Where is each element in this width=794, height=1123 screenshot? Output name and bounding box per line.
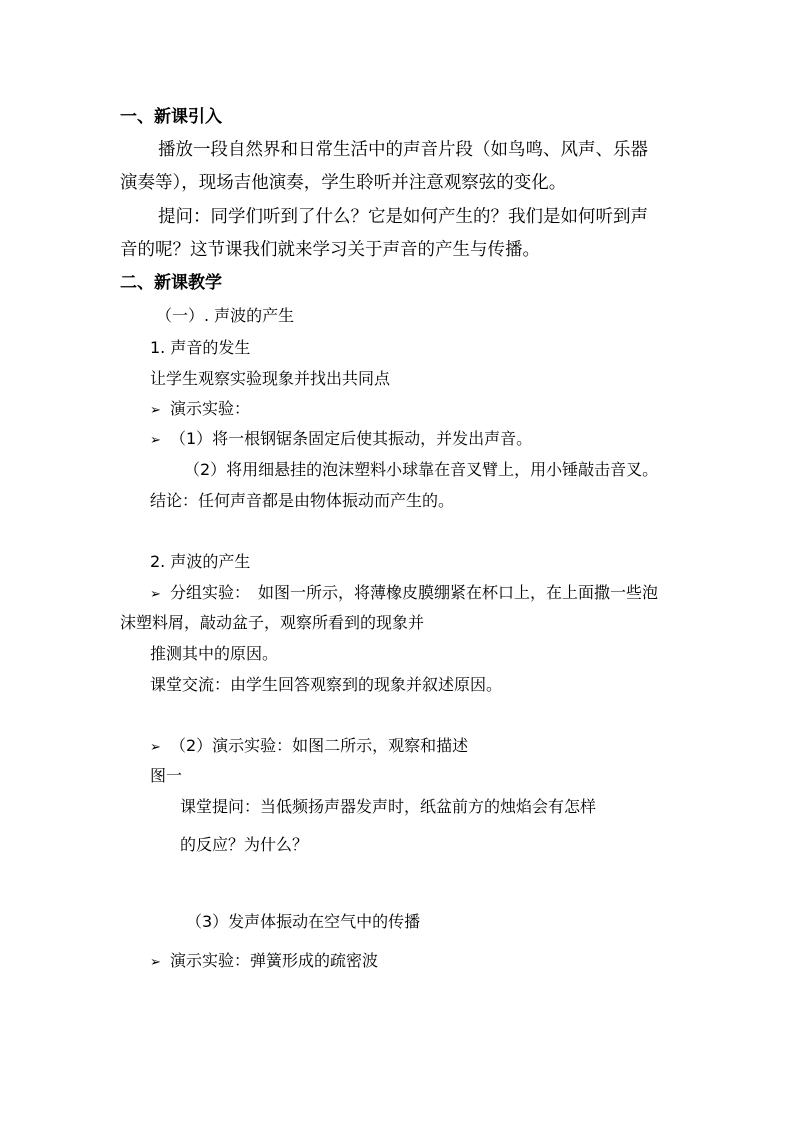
demo-label-line [150,399,250,421]
intro-paragraph-2-line-2: 音的呢？这节课我们就来学习关于声音的产生与传播。 [120,240,540,260]
intro-paragraph-2-line-1: 提问：同学们听到了什么？它是如何产生的？我们是如何听到声 [158,207,648,227]
arrowhead-bullet-icon: ➢ [150,740,161,755]
conclusion-text: 结论：任何声音都是由物体振动而产生的。 [150,491,455,510]
group-experiment-line-2: 沫塑料屑，敲动盆子，观察所看到的现象并 [120,613,425,632]
demo-3-text: （2）演示实验：如图二所示，观察和描述 [170,736,469,755]
intro-paragraph-1-line-1: 播放一段自然界和日常生活中的声音片段（如鸟鸣、风声、乐器 [158,140,648,160]
demo-2-text: （2）将用细悬挂的泡沫塑料小球靠在音叉臂上，用小锤敲击音叉。 [184,460,659,479]
arrowhead-bullet-icon: ➢ [150,955,161,970]
group-experiment-line-1 [150,583,658,605]
arrowhead-bullet-icon: ➢ [150,403,161,418]
section-heading-teaching: 二、新课教学 [120,273,222,293]
subsection-title-sound-wave: （一）. 声波的产生 [156,306,295,325]
arrowhead-bullet-icon: ➢ [150,433,161,448]
section-heading-intro: 一、新课引入 [120,107,222,127]
demo-4-text: 演示实验：弹簧形成的疏密波 [170,951,379,970]
class-question-line-1: 课堂提问：当低频扬声器发声时，纸盆前方的烛焰会有怎样 [180,797,597,816]
subsection-title-propagation: （3）发声体振动在空气中的传播 [186,912,421,931]
class-question-line-2: 的反应？为什么？ [180,835,309,854]
item-title-wave-generation: 2. 声波的产生 [150,552,251,571]
demo-1-text: （1）将一根钢锯条固定后使其振动，并发出声音。 [170,429,533,448]
demo-1-line [150,429,532,451]
demo-3-line [150,736,468,758]
group-experiment-line-3: 推测其中的原因。 [150,644,279,663]
item-instruction: 让学生观察实验现象并找出共同点 [150,369,391,388]
group-experiment-text: 分组实验： 如图一所示，将薄橡皮膜绷紧在杯口上，在上面撒一些泡 [170,583,659,602]
demo-4-line [150,951,378,973]
item-title-sound-origin: 1. 声音的发生 [150,338,251,357]
demo-label: 演示实验： [170,399,251,418]
class-exchange-text: 课堂交流：由学生回答观察到的现象并叙述原因。 [150,675,503,694]
arrowhead-bullet-icon: ➢ [150,587,161,602]
intro-paragraph-1-line-2: 演奏等），现场吉他演奏，学生聆听并注意观察弦的变化。 [120,173,567,193]
figure-1-caption: 图一 [150,766,183,785]
